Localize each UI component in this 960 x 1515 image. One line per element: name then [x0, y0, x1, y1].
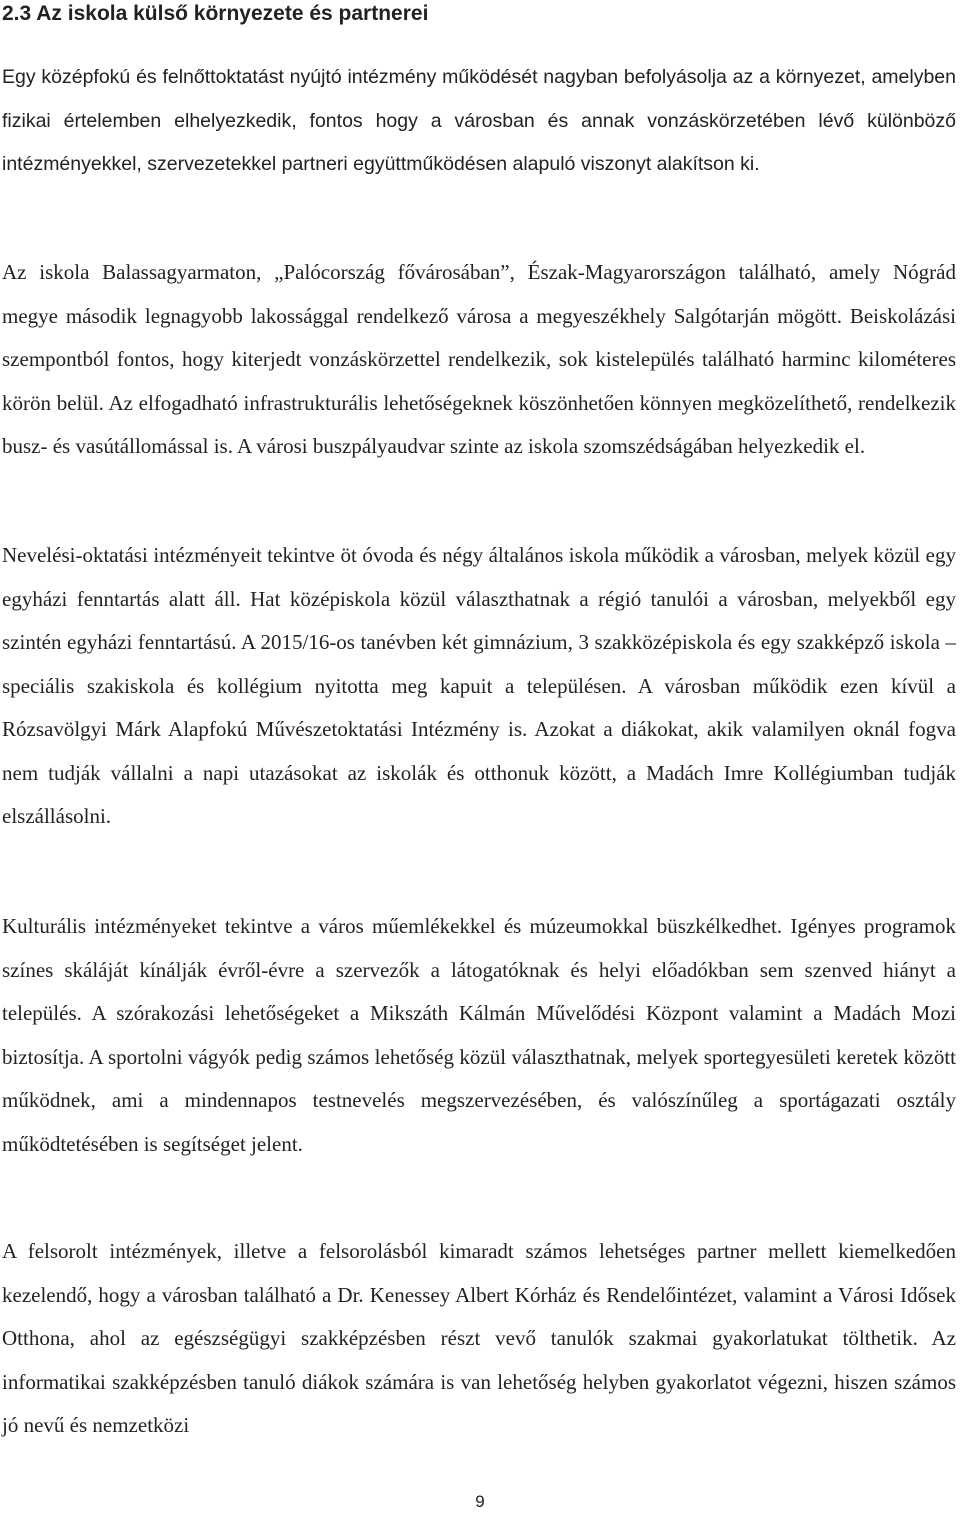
paragraph-intro: Egy középfokú és felnőttoktatást nyújtó intézmény működését nagyban befolyásolja az a környezet, amelyben fizikai értelemben elhelyezkedik, fontos hogy a városban és annak vonzáskörzetében lévő különböző intézményekkel, szervezetekkel partneri együttműködésen alapuló viszonyt alakítson ki.	[2, 66, 956, 175]
paragraph-partners: A felsorolt intézmények, illetve a felsorolásból kimaradt számos lehetséges partner mellett kiemelkedően kezelendő, hogy a városban található a Dr. Kenessey Albert Kórház és Rendelőintézet, valamint a Városi Idősek Otthona, ahol az egészségügyi szakképzésben részt vevő tanulók szakmai gyakorlatukat tölthetik. Az informatikai szakképzésben tanuló diákok számára is van lehetőség helyben gyakorlatot végezni, hiszen számos jó nevű és nemzetközi	[2, 1239, 956, 1437]
paragraph-education: Nevelési-oktatási intézményeit tekintve öt óvoda és négy általános iskola működik a városban, melyek közül egy egyházi fenntartás alatt áll. Hat középiskola közül választhatnak a régió tanulói a városban, melyekből egy szintén egyházi fenntartású. A 2015/16-os tanévben két gimnázium, 3 szakközépiskola és egy szakképző iskola – speciális szakiskola és kollégium nyitotta meg kapuit a településen. A városban működik ezen kívül a Rózsavölgyi Márk Alapfokú Művészetoktatási Intézmény is. Azokat a diákokat, akik valamilyen oknál fogva nem tudják vállalni a napi utazásokat az iskolák és otthonuk között, a Madách Imre Kollégiumban tudják elszállásolni.	[2, 543, 956, 828]
paragraph-culture: Kulturális intézményeket tekintve a város műemlékekkel és múzeumokkal büszkélkedhet. Igényes programok színes skáláját kínálják évről-évre a szervezők a látogatóknak és helyi előadókban sem szenved hiányt a település. A szórakozási lehetőségeket a Mikszáth Kálmán Művelődési Központ valamint a Madách Mozi biztosítja. A sportolni vágyók pedig számos lehetőség közül választhatnak, melyek sportegyesületi keretek között működnek, ami a mindennapos testnevelés megszervezésében, és valószínűleg a sportágazati osztály működtetésében is segítséget jelent.	[2, 914, 956, 1156]
paragraph-location: Az iskola Balassagyarmaton, „Palócország fővárosában”, Észak-Magyarországon található, amely Nógrád megye második legnagyobb lakossággal rendelkező városa a megyeszékhely Salgótarján mögött. Beiskolázási szempontból fontos, hogy kiterjedt vonzáskörzettel rendelkezik, sok kistelepülés található harminc kilométeres körön belül. Az elfogadható infrastrukturális lehetőségeknek köszönhetően könnyen megközelíthető, rendelkezik busz- és vasútállomással is. A városi buszpályaudvar szinte az iskola szomszédságában helyezkedik el.	[2, 260, 956, 458]
page-number: 9	[475, 1492, 485, 1511]
section-heading: 2.3 Az iskola külső környezete és partnerei	[2, 2, 429, 25]
